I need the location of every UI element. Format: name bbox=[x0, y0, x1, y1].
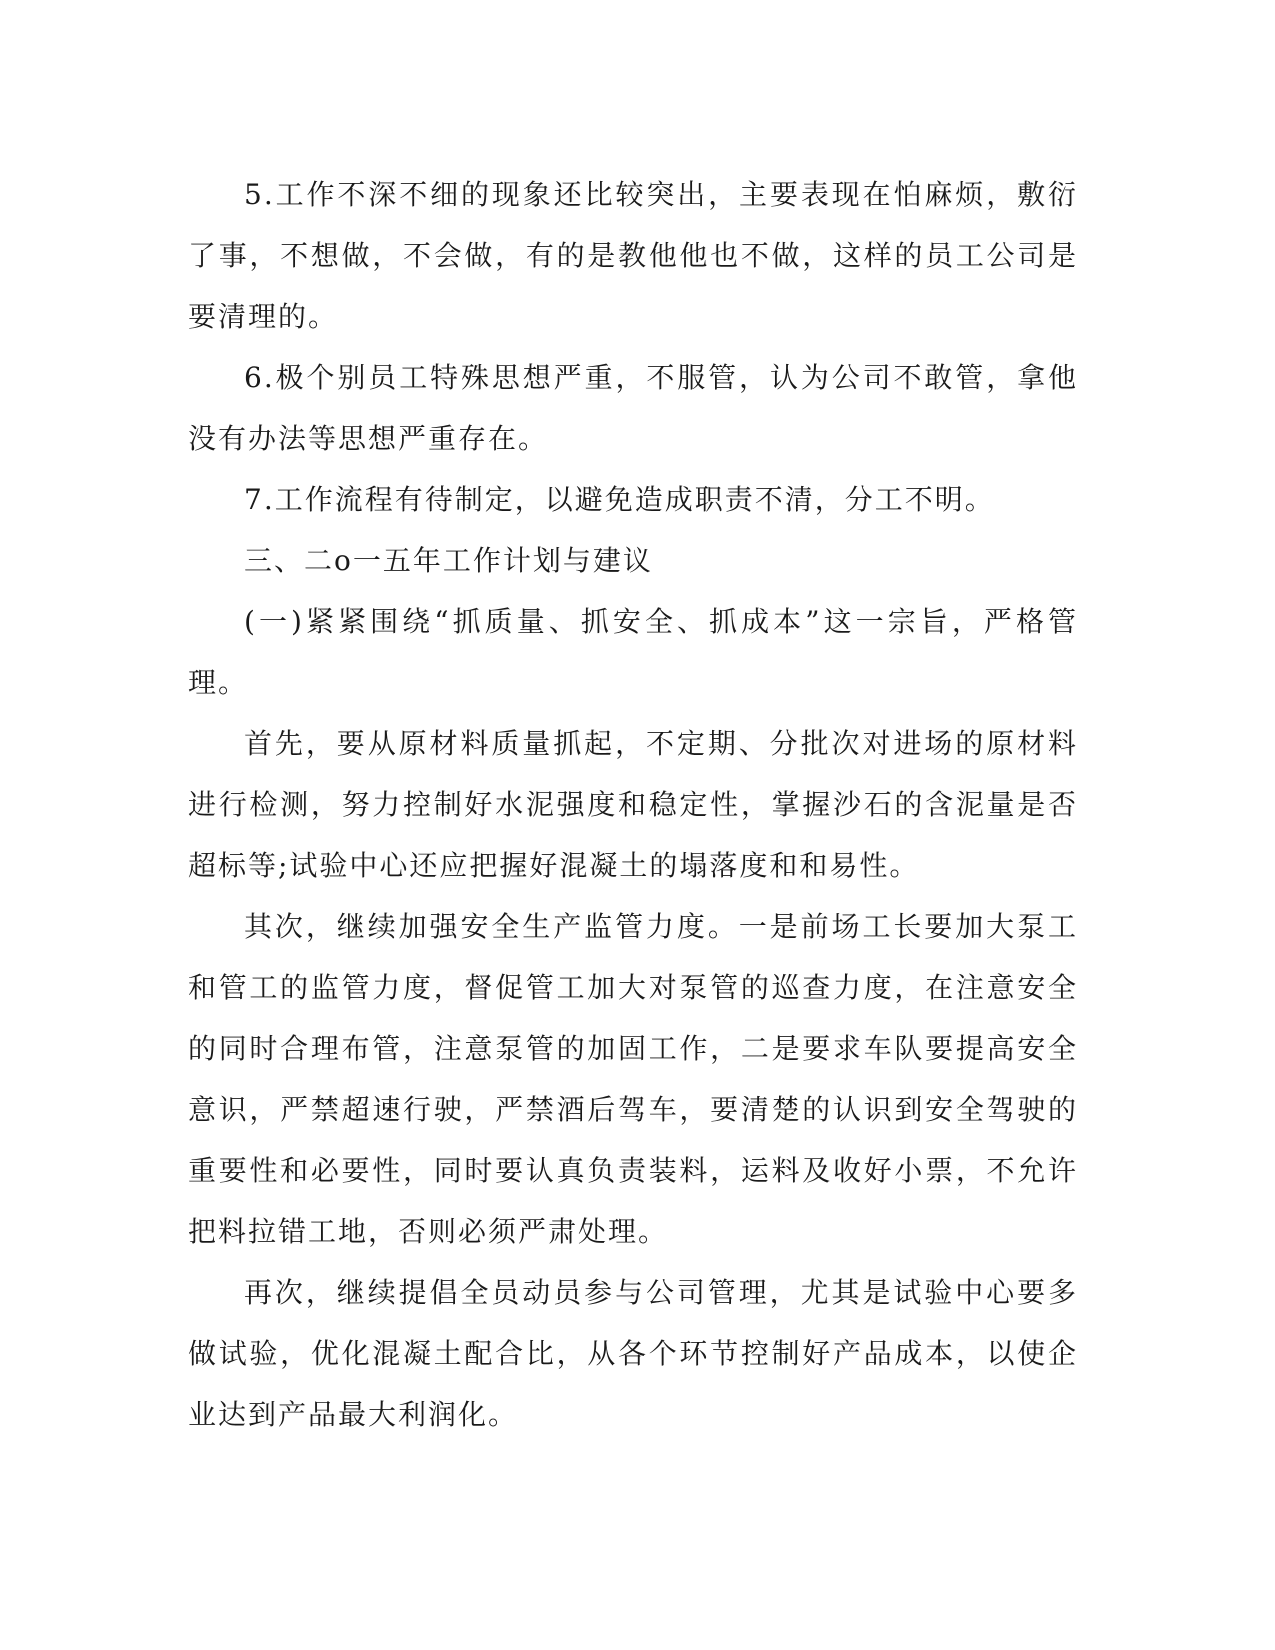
paragraph-item-7: 7.工作流程有待制定，以避免造成职责不清，分工不明。 bbox=[244, 483, 995, 516]
paragraph-second: 其次，继续加强安全生产监管力度。一是前场工长要加大泵工和管工的监管力度，督促管工加大对泵管的巡查力度，在注意安全的同时合理布管，注意泵管的加固工作，二是要求车队要提高安全意识，严禁超速行驶，严禁酒后驾车，要清楚的认识到安全驾驶的重要性和必要性，同时要认真负责装料，运料及收好小票，不允许把料拉错工地，否则必须严肃处理。 bbox=[188, 910, 1078, 1248]
subsection-heading-1: (一)紧紧围绕“抓质量、抓安全、抓成本”这一宗旨，严格管理。 bbox=[188, 605, 1078, 699]
paragraph-item-6: 6.极个别员工特殊思想严重，不服管，认为公司不敢管，拿他没有办法等思想严重存在。 bbox=[188, 361, 1078, 455]
section-heading-plan: 三、二o一五年工作计划与建议 bbox=[244, 544, 653, 577]
paragraph-third: 再次，继续提倡全员动员参与公司管理，尤其是试验中心要多做试验，优化混凝土配合比，从各个环节控制好产品成本，以使企业达到产品最大利润化。 bbox=[188, 1276, 1078, 1431]
paragraph-item-5: 5.工作不深不细的现象还比较突出，主要表现在怕麻烦，敷衍了事，不想做，不会做，有的是教他他也不做，这样的员工公司是要清理的。 bbox=[188, 178, 1078, 333]
paragraph-first: 首先，要从原材料质量抓起，不定期、分批次对进场的原材料进行检测，努力控制好水泥强度和稳定性，掌握沙石的含泥量是否超标等;试验中心还应把握好混凝土的塌落度和和易性。 bbox=[188, 727, 1078, 882]
document-body bbox=[188, 164, 1078, 1445]
